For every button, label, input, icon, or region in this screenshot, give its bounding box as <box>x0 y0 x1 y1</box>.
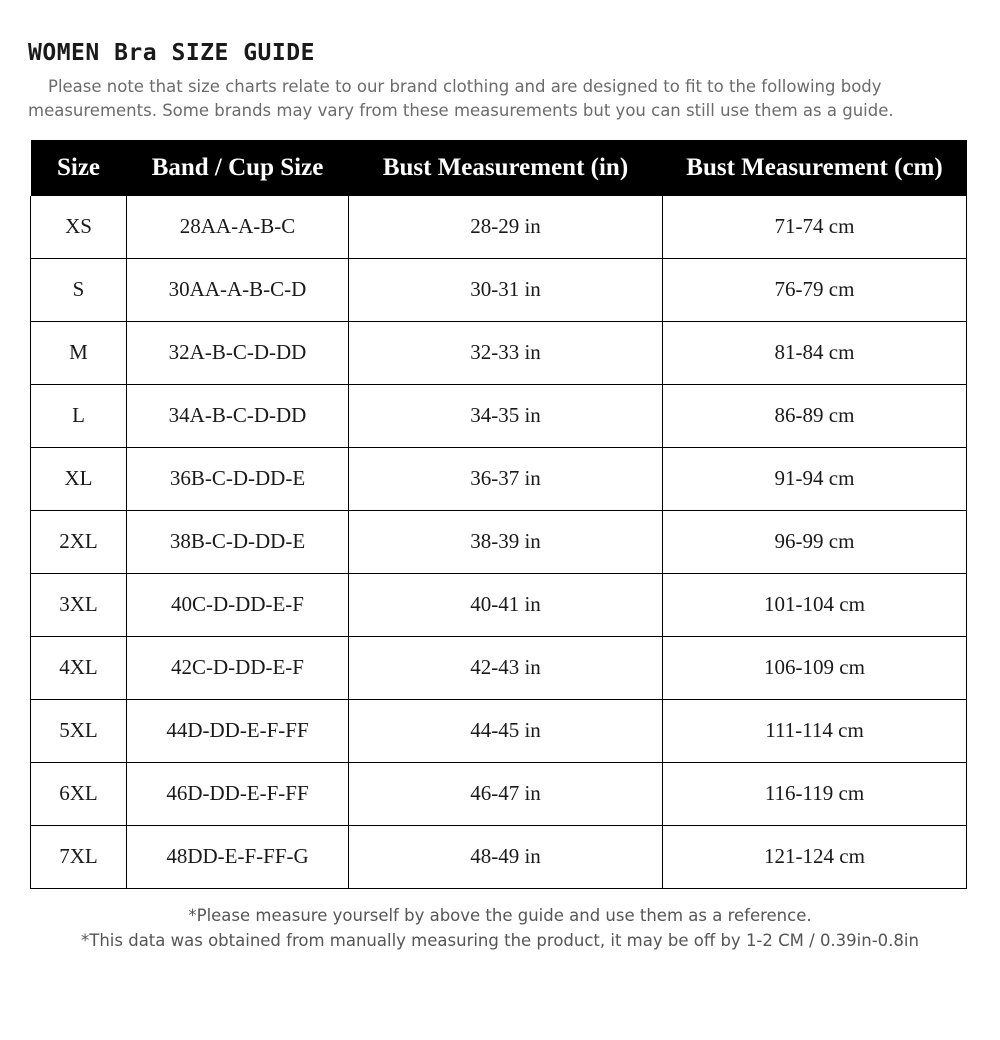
cell-band: 34A-B-C-D-DD <box>127 384 349 447</box>
cell-band: 40C-D-DD-E-F <box>127 573 349 636</box>
column-header-bust-cm: Bust Measurement (cm) <box>663 140 967 196</box>
cell-bust-cm: 101-104 cm <box>663 573 967 636</box>
cell-size: L <box>31 384 127 447</box>
cell-band: 42C-D-DD-E-F <box>127 636 349 699</box>
cell-band: 44D-DD-E-F-FF <box>127 699 349 762</box>
table-row <box>31 384 967 447</box>
table-row <box>31 196 967 259</box>
cell-size: XL <box>31 447 127 510</box>
table-row <box>31 321 967 384</box>
cell-bust-cm: 76-79 cm <box>663 258 967 321</box>
footnotes <box>0 903 1000 954</box>
cell-bust-cm: 86-89 cm <box>663 384 967 447</box>
intro-paragraph <box>28 75 980 123</box>
cell-bust-cm: 116-119 cm <box>663 762 967 825</box>
cell-band: 48DD-E-F-FF-G <box>127 825 349 888</box>
table-row <box>31 636 967 699</box>
cell-size: XS <box>31 196 127 259</box>
table-row <box>31 699 967 762</box>
cell-size: S <box>31 258 127 321</box>
table-row <box>31 510 967 573</box>
cell-bust-in: 44-45 in <box>349 699 663 762</box>
cell-band: 30AA-A-B-C-D <box>127 258 349 321</box>
cell-bust-in: 40-41 in <box>349 573 663 636</box>
cell-band: 36B-C-D-DD-E <box>127 447 349 510</box>
cell-bust-cm: 106-109 cm <box>663 636 967 699</box>
cell-band: 46D-DD-E-F-FF <box>127 762 349 825</box>
cell-bust-in: 42-43 in <box>349 636 663 699</box>
table-header <box>31 140 967 196</box>
cell-size: 3XL <box>31 573 127 636</box>
size-guide-page <box>0 40 1000 1040</box>
cell-bust-in: 48-49 in <box>349 825 663 888</box>
cell-bust-in: 38-39 in <box>349 510 663 573</box>
cell-bust-in: 46-47 in <box>349 762 663 825</box>
cell-bust-in: 36-37 in <box>349 447 663 510</box>
cell-size: M <box>31 321 127 384</box>
column-header-band-cup-size: Band / Cup Size <box>127 140 349 196</box>
cell-bust-cm: 71-74 cm <box>663 196 967 259</box>
intro-text: Please note that size charts relate to our brand clothing and are designed to fit to the following body measurements. Some brands may vary from these measurements but you can still use them as a guide. <box>28 77 894 120</box>
footnote-tolerance: *This data was obtained from manually measuring the product, it may be off by 1-2 CM / 0.39in-0.8in <box>81 931 919 951</box>
table-row <box>31 762 967 825</box>
cell-band: 32A-B-C-D-DD <box>127 321 349 384</box>
size-chart-table <box>30 140 967 889</box>
cell-size: 4XL <box>31 636 127 699</box>
column-header-size: Size <box>31 140 127 196</box>
cell-band: 28AA-A-B-C <box>127 196 349 259</box>
table-row <box>31 447 967 510</box>
cell-bust-cm: 81-84 cm <box>663 321 967 384</box>
cell-bust-in: 34-35 in <box>349 384 663 447</box>
cell-bust-cm: 121-124 cm <box>663 825 967 888</box>
cell-bust-in: 32-33 in <box>349 321 663 384</box>
cell-size: 7XL <box>31 825 127 888</box>
cell-bust-cm: 111-114 cm <box>663 699 967 762</box>
cell-bust-cm: 91-94 cm <box>663 447 967 510</box>
column-header-bust-in: Bust Measurement (in) <box>349 140 663 196</box>
page-title: WOMEN Bra SIZE GUIDE <box>28 40 315 66</box>
cell-size: 5XL <box>31 699 127 762</box>
table-row <box>31 258 967 321</box>
table-body <box>31 196 967 889</box>
table-row <box>31 825 967 888</box>
cell-bust-in: 28-29 in <box>349 196 663 259</box>
cell-band: 38B-C-D-DD-E <box>127 510 349 573</box>
footnote-measure: *Please measure yourself by above the guide and use them as a reference. <box>188 905 812 925</box>
cell-bust-in: 30-31 in <box>349 258 663 321</box>
cell-size: 2XL <box>31 510 127 573</box>
cell-bust-cm: 96-99 cm <box>663 510 967 573</box>
cell-size: 6XL <box>31 762 127 825</box>
table-header-row <box>31 140 967 196</box>
table-row <box>31 573 967 636</box>
